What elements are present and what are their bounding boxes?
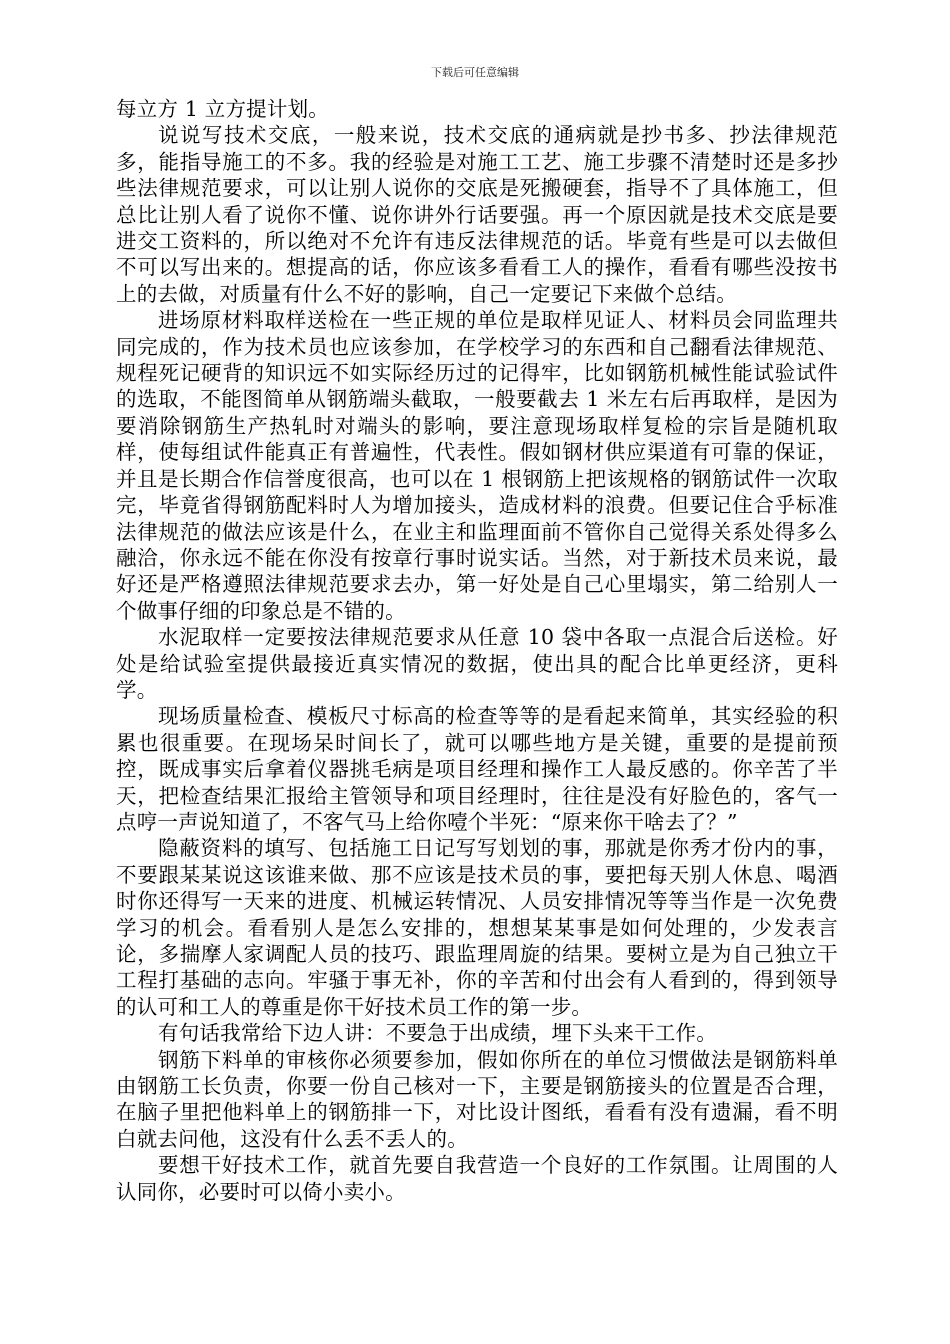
document-body (116, 96, 838, 1205)
paragraph-9: 要想干好技术工作，就首先要自我营造一个良好的工作氛围。让周围的人认同你，必要时可以倚小卖小。 (116, 1153, 838, 1204)
paragraph-3: 进场原材料取样送检在一些正规的单位是取样见证人、材料员会同监理共同完成的，作为技术员也应该参加，在学校学习的东西和自己翻看法律规范、规程死记硬背的知识远不如实际经历过的记得牢，比如钢筋机械性能试验试件的选取，不能图简单从钢筋端头截取，一般要截去 1 米左右后再取样，是因为要消除钢筋生产热轧时对端头的影响，要注意现场取样复检的宗旨是随机取样，使每组试件能真正有普遍性，代表性。假如钢材供应渠道有可靠的保证，并且是长期合作信誉度很高，也可以在 1 根钢筋上把该规格的钢筋试件一次取完，毕竟省得钢筋配料时人为增加接头，造成材料的浪费。但要记住合乎标准法律规范的做法应该是什么，在业主和监理面前不管你自己觉得关系处得多么融洽，你永远不能在你没有按章行事时说实话。当然，对于新技术员来说，最好还是严格遵照法律规范要求去办，第一好处是自己心里塌实，第二给别人一个做事仔细的印象总是不错的。 (116, 308, 838, 623)
page-header-note: 下载后可任意编辑 (431, 66, 519, 79)
paragraph-4: 水泥取样一定要按法律规范要求从任意 10 袋中各取一点混合后送检。好处是给试验室提供最接近真实情况的数据，使出具的配合比单更经济，更科学。 (116, 625, 838, 702)
paragraph-8: 钢筋下料单的审核你必须要参加，假如你所在的单位习惯做法是钢筋料单由钢筋工长负责，你要一份自己核对一下，主要是钢筋接头的位置是否合理，在脑子里把他料单上的钢筋排一下，对比设计图纸，看看有没有遗漏，看不明白就去问他，这没有什么丢不丢人的。 (116, 1047, 838, 1151)
paragraph-6: 隐蔽资料的填写、包括施工日记写写划划的事，那就是你秀才份内的事，不要跟某某说这该谁来做、那不应该是技术员的事，要把每天别人休息、喝酒时你还得写一天来的进度、机械运转情况、人员安排情况等等当作是一次免费学习的机会。看看别人是怎么安排的，想想某某事是如何处理的，少发表言论，多揣摩人家调配人员的技巧、跟监理周旋的结果。要树立是为自己独立干工程打基础的志向。牢骚于事无补，你的辛苦和付出会有人看到的，得到领导的认可和工人的尊重是你干好技术员工作的第一步。 (116, 836, 838, 1019)
paragraph-7: 有句话我常给下边人讲：不要急于出成绩，埋下头来干工作。 (158, 1021, 717, 1046)
paragraph-1: 每立方 1 立方提计划。 (116, 97, 329, 121)
paragraph-5: 现场质量检查、模板尺寸标高的检查等等的是看起来简单，其实经验的积累也很重要。在现场呆时间长了，就可以哪些地方是关键，重要的是提前预控，既成事实后拿着仪器挑毛病是项目经理和操作工人最反感的。你辛苦了半天，把检查结果汇报给主管领导和项目经理时，往往是没有好脸色的，客气一点哼一声说知道了，不客气马上给你噎个半死：“原来你干啥去了？” (116, 704, 838, 834)
paragraph-2: 说说写技术交底，一般来说，技术交底的通病就是抄书多、抄法律规范多，能指导施工的不多。我的经验是对施工工艺、施工步骤不清楚时还是多抄些法律规范要求，可以让别人说你的交底是死搬硬套，指导不了具体施工，但总比让别人看了说你不懂、说你讲外行话要强。再一个原因就是技术交底是要进交工资料的，所以绝对不允许有违反法律规范的话。毕竟有些是可以去做但不可以写出来的。想提高的话，你应该多看看工人的操作，看看有哪些没按书上的去做，对质量有什么不好的影响，自己一定要记下来做个总结。 (116, 123, 838, 306)
